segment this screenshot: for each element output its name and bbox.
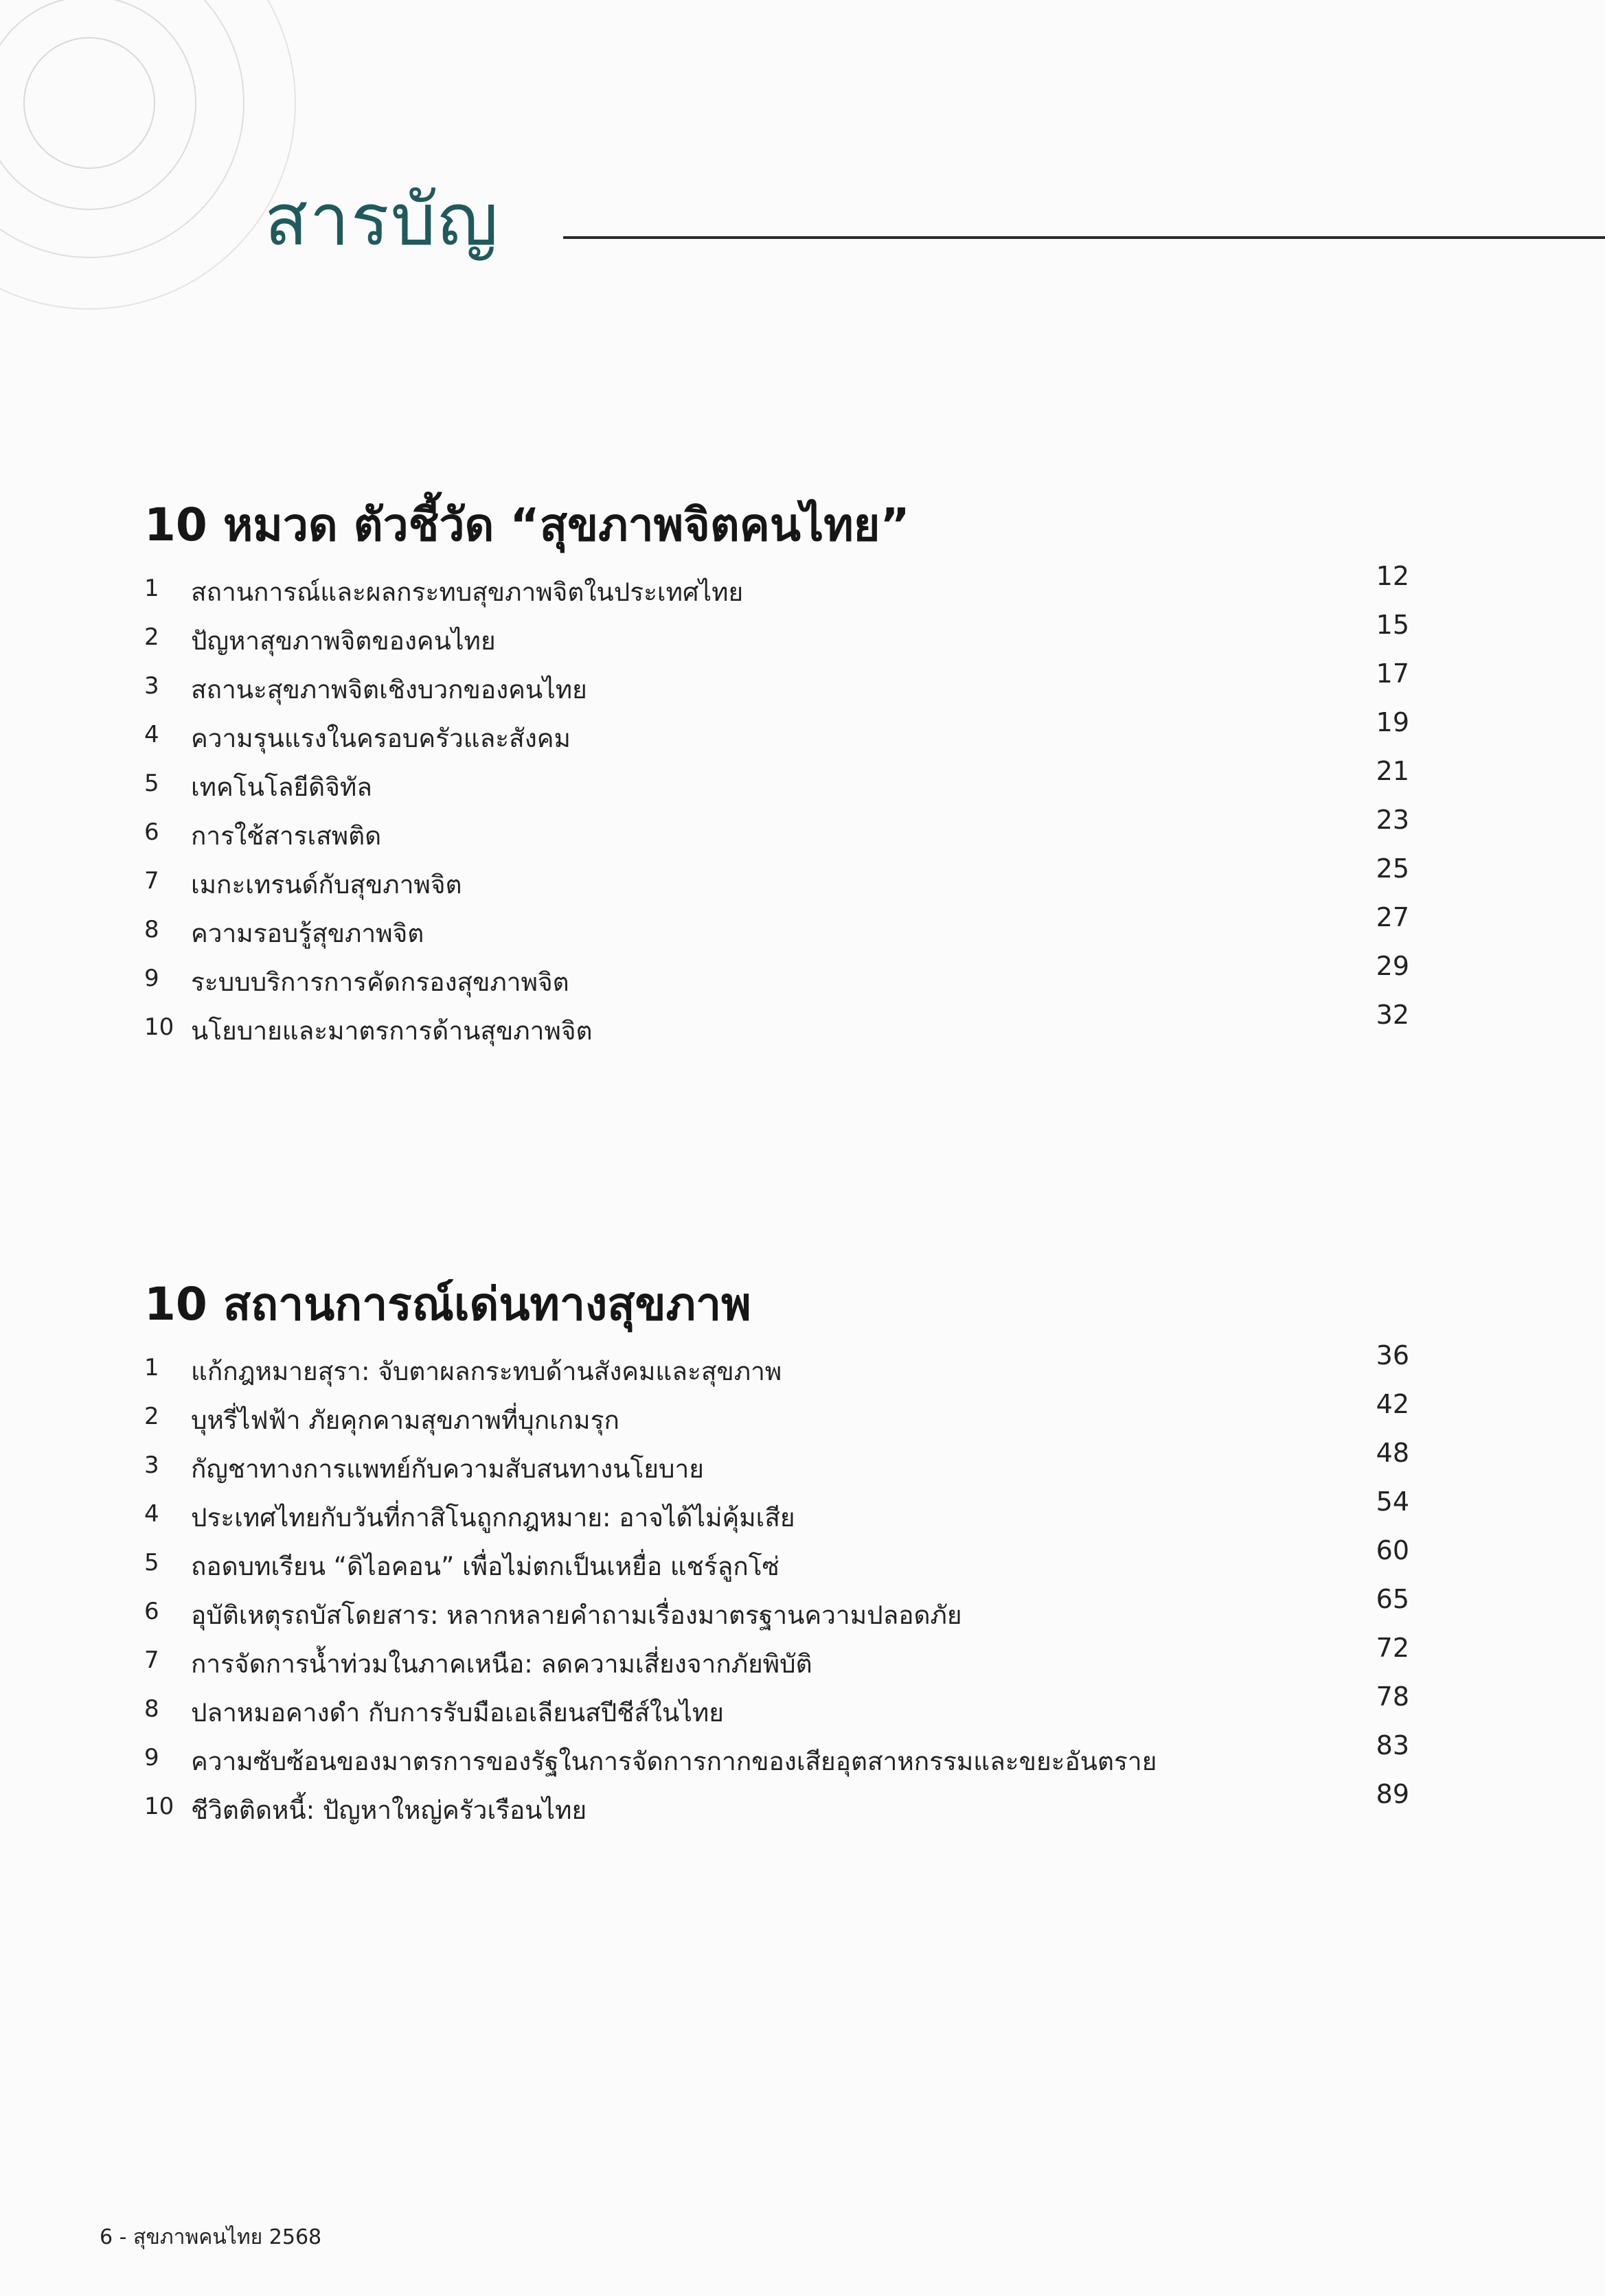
toc-entry[interactable] [144, 1535, 1435, 1584]
toc-entry[interactable] [144, 1633, 1435, 1681]
toc-entry-title: บุหรี่ไฟฟ้า ภัยคุกคามสุขภาพที่บุกเกมรุก [191, 1405, 619, 1435]
toc-entry-title: ปลาหมอคางดำ กับการรับมือเอเลียนสปีชีส์ในไทย [191, 1698, 724, 1727]
toc-entry-title: ถอดบทเรียน “ดิไอคอน” เพื่อไม่ตกเป็นเหยื่อ แชร์ลูกโซ่ [191, 1552, 779, 1581]
toc-entry-page: 78 [1376, 1681, 1409, 1712]
toc-entry-number: 1 [144, 575, 159, 602]
toc-entry-title: การจัดการน้ำท่วมในภาคเหนือ: ลดความเสี่ยงจากภัยพิบัติ [191, 1649, 812, 1679]
toc-list [144, 1340, 1435, 1828]
toc-entry-number: 6 [144, 818, 159, 846]
toc-entry-number: 2 [144, 623, 159, 651]
toc-entry-page: 72 [1376, 1633, 1409, 1663]
toc-entry-page: 48 [1376, 1438, 1409, 1468]
toc-entry-page: 12 [1376, 561, 1409, 591]
toc-entry-number: 8 [144, 1695, 159, 1723]
toc-entry[interactable] [144, 1438, 1435, 1486]
toc-entry-number: 4 [144, 721, 159, 748]
toc-entry[interactable] [144, 1389, 1435, 1438]
toc-entry-number: 10 [144, 1793, 174, 1820]
toc-entry[interactable] [144, 561, 1435, 610]
toc-entry-number: 9 [144, 965, 159, 992]
toc-entry-page: 89 [1376, 1779, 1409, 1809]
toc-entry-page: 21 [1376, 756, 1409, 786]
footer-publication: - สุขภาพคนไทย 2568 [119, 2225, 322, 2249]
toc-entry[interactable] [144, 1486, 1435, 1535]
toc-entry-title: ประเทศไทยกับวันที่กาสิโนถูกกฎหมาย: อาจได้ไม่คุ้มเสีย [191, 1503, 795, 1532]
toc-entry[interactable] [144, 756, 1435, 805]
toc-entry-number: 7 [144, 867, 159, 895]
toc-entry-number: 5 [144, 1549, 159, 1576]
toc-entry-number: 4 [144, 1500, 159, 1528]
toc-entry-title: นโยบายและมาตรการด้านสุขภาพจิต [191, 1016, 593, 1046]
toc-entry-number: 8 [144, 916, 159, 943]
toc-list [144, 561, 1435, 1048]
toc-entry[interactable] [144, 1730, 1435, 1779]
toc-entry[interactable] [144, 1584, 1435, 1633]
toc-entry[interactable] [144, 1681, 1435, 1730]
toc-entry-title: สถานการณ์และผลกระทบสุขภาพจิตในประเทศไทย [191, 577, 744, 607]
footer-page-number: 6 [100, 2225, 113, 2249]
toc-entry-page: 25 [1376, 853, 1409, 884]
toc-entry-page: 83 [1376, 1730, 1409, 1760]
toc-entry[interactable] [144, 805, 1435, 853]
toc-entry-title: ความรุนแรงในครอบครัวและสังคม [191, 724, 571, 753]
toc-entry-page: 65 [1376, 1584, 1409, 1614]
toc-entry[interactable] [144, 707, 1435, 756]
page-title: สารบัญ [264, 178, 500, 262]
toc-entry-title: ระบบบริการการคัดกรองสุขภาพจิต [191, 967, 569, 997]
toc-entry-page: 60 [1376, 1535, 1409, 1565]
toc-entry-title: การใช้สารเสพติด [191, 821, 382, 851]
toc-entry[interactable] [144, 951, 1435, 1000]
toc-entry[interactable] [144, 610, 1435, 658]
toc-entry-title: ชีวิตติดหนี้: ปัญหาใหญ่ครัวเรือนไทย [191, 1795, 587, 1825]
toc-entry-number: 3 [144, 672, 159, 700]
toc-entry-title: กัญชาทางการแพทย์กับความสับสนทางนโยบาย [191, 1454, 704, 1484]
toc-entry-number: 6 [144, 1598, 159, 1625]
toc-entry-page: 29 [1376, 951, 1409, 981]
toc-entry-number: 9 [144, 1744, 159, 1771]
toc-entry-title: อุบัติเหตุรถบัสโดยสาร: หลากหลายคำถามเรื่องมาตรฐานความปลอดภัย [191, 1600, 962, 1630]
toc-section-mental-health [144, 490, 1435, 1048]
toc-entry-page: 23 [1376, 805, 1409, 835]
toc-entry[interactable] [144, 658, 1435, 707]
toc-entry-page: 54 [1376, 1486, 1409, 1517]
toc-entry-page: 36 [1376, 1340, 1409, 1370]
toc-entry-title: ปัญหาสุขภาพจิตของคนไทย [191, 626, 496, 656]
toc-entry[interactable] [144, 1779, 1435, 1828]
title-divider [563, 236, 1605, 239]
toc-entry[interactable] [144, 902, 1435, 951]
toc-entry-page: 15 [1376, 610, 1409, 640]
toc-entry-number: 3 [144, 1451, 159, 1479]
toc-entry-number: 5 [144, 770, 159, 797]
toc-entry-number: 7 [144, 1646, 159, 1674]
toc-entry-page: 32 [1376, 1000, 1409, 1030]
toc-entry-title: เมกะเทรนด์กับสุขภาพจิต [191, 870, 462, 899]
page-footer [100, 2221, 321, 2253]
toc-entry-page: 17 [1376, 658, 1409, 689]
toc-entry-number: 10 [144, 1013, 174, 1041]
toc-entry-page: 42 [1376, 1389, 1409, 1419]
toc-entry-number: 1 [144, 1354, 159, 1381]
toc-entry-title: ความซับซ้อนของมาตรการของรัฐในการจัดการกากของเสียอุตสาหกรรมและขยะอันตราย [191, 1747, 1157, 1776]
toc-entry-title: เทคโนโลยีดิจิทัล [191, 772, 372, 802]
section-heading: 10 หมวด ตัวชี้วัด “สุขภาพจิตคนไทย” [144, 498, 910, 551]
toc-section-health-situations [144, 1269, 1435, 1828]
section-heading: 10 สถานการณ์เด่นทางสุขภาพ [144, 1278, 751, 1331]
toc-entry-title: ความรอบรู้สุขภาพจิต [191, 919, 424, 948]
toc-entry-page: 19 [1376, 707, 1409, 737]
toc-entry-page: 27 [1376, 902, 1409, 932]
toc-entry[interactable] [144, 1340, 1435, 1389]
toc-entry-title: สถานะสุขภาพจิตเชิงบวกของคนไทย [191, 675, 587, 704]
toc-entry[interactable] [144, 853, 1435, 902]
toc-entry[interactable] [144, 1000, 1435, 1048]
toc-entry-number: 2 [144, 1403, 159, 1430]
toc-entry-title: แก้กฎหมายสุรา: จับตาผลกระทบด้านสังคมและสุขภาพ [191, 1357, 782, 1386]
